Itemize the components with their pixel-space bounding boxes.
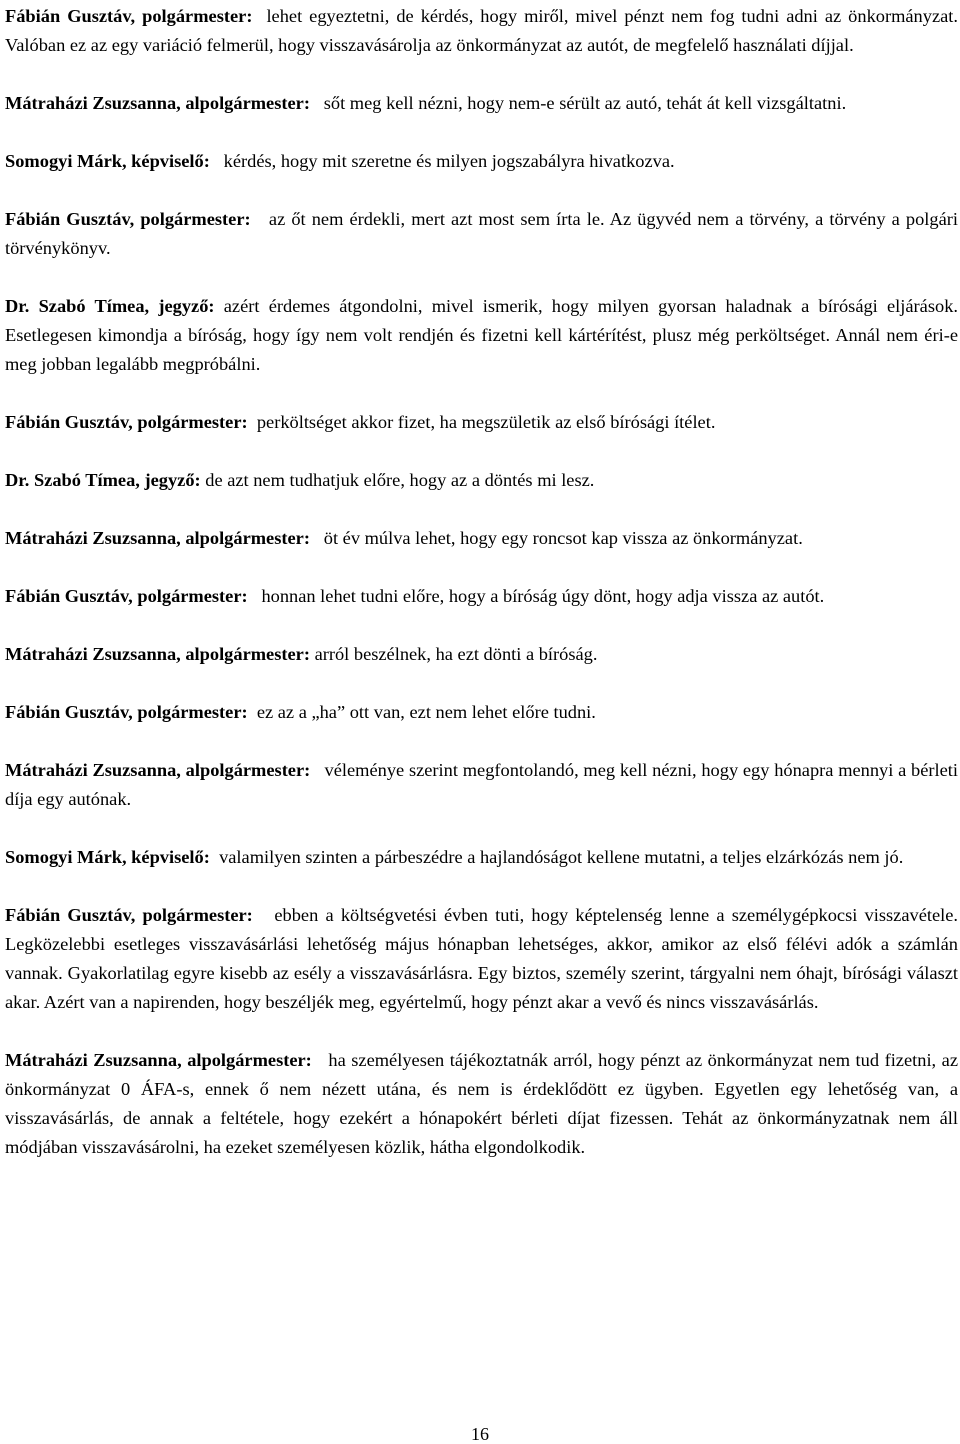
paragraph-10 bbox=[5, 640, 958, 669]
speaker-name: Mátraházi Zsuzsanna, alpolgármester: bbox=[5, 760, 311, 780]
speaker-name: Dr. Szabó Tímea, jegyző: bbox=[5, 296, 215, 316]
speech-text: ha személyesen tájékoztatnák arról, hogy pénzt az önkormányzat nem tud fizetni, az önkormányzat 0 ÁFA-s, ennek ő nem nézett utána, és nem is érdeklődött ez ügyben. Egyetlen egy lehetőség van, a visszavásárlás, de annak a feltétele, hogy ezekért a hónapokért bérleti díjat fizessen. Tehát az önkormányzatnak nem áll módjában visszavásárolni, ha ezeket személyesen közlik, hátha elgondolkodik. bbox=[5, 1050, 958, 1157]
paragraph-2 bbox=[5, 89, 958, 118]
speech-text: véleménye szerint megfontolandó, meg kell nézni, hogy egy hónapra mennyi a bérleti díja egy autónak. bbox=[5, 760, 958, 809]
speech-text: ebben a költségvetési évben tuti, hogy képtelenség lenne a személygépkocsi visszavétele. Legközelebbi esetleges visszavásárlási lehetőség május hónapban lehetséges, akkor, amikor az első félévi adók a számlán vannak. Gyakorlatilag egyre kisebb az esély a visszavásárlásra. Egy biztos, személy szerint, tárgyalni nem óhajt, bírósági választ akar. Azért van a napirenden, hogy beszéljék meg, egyértelmű, hogy pénzt akar a vevő és nincs visszavásárlás. bbox=[5, 905, 958, 1012]
speech-text: sőt meg kell nézni, hogy nem-e sérült az autó, tehát át kell vizsgáltatni. bbox=[323, 93, 847, 113]
speaker-name: Dr. Szabó Tímea, jegyző: bbox=[5, 470, 201, 490]
paragraph-1 bbox=[5, 2, 958, 60]
paragraph-4 bbox=[5, 205, 958, 263]
speaker-name: Mátraházi Zsuzsanna, alpolgármester: bbox=[5, 528, 310, 548]
speaker-name: Fábián Gusztáv, polgármester: bbox=[5, 586, 248, 606]
speaker-name: Fábián Gusztáv, polgármester: bbox=[5, 6, 253, 26]
speaker-name: Mátraházi Zsuzsanna, alpolgármester: bbox=[5, 93, 310, 113]
speech-text: öt év múlva lehet, hogy egy roncsot kap vissza az önkormányzat. bbox=[323, 528, 803, 548]
paragraph-9 bbox=[5, 582, 958, 611]
speech-text: de azt nem tudhatjuk előre, hogy az a döntés mi lesz. bbox=[205, 470, 595, 490]
speech-text: arról beszélnek, ha ezt dönti a bíróság. bbox=[314, 644, 598, 664]
speech-text: honnan lehet tudni előre, hogy a bíróság úgy dönt, hogy adja vissza az autót. bbox=[261, 586, 825, 606]
speaker-name: Fábián Gusztáv, polgármester: bbox=[5, 412, 248, 432]
speaker-name: Somogyi Márk, képviselő: bbox=[5, 847, 210, 867]
paragraph-5 bbox=[5, 292, 958, 379]
paragraph-13 bbox=[5, 843, 958, 872]
speaker-name: Somogyi Márk, képviselő: bbox=[5, 151, 210, 171]
speaker-name: Mátraházi Zsuzsanna, alpolgármester: bbox=[5, 1050, 312, 1070]
speaker-name: Fábián Gusztáv, polgármester: bbox=[5, 209, 251, 229]
speaker-name: Mátraházi Zsuzsanna, alpolgármester: bbox=[5, 644, 310, 664]
speech-text: ez az a „ha” ott van, ezt nem lehet előre tudni. bbox=[256, 702, 596, 722]
paragraph-3 bbox=[5, 147, 958, 176]
speech-text: az őt nem érdekli, mert azt most sem írta le. Az ügyvéd nem a törvény, a törvény a polgári törvénykönyv. bbox=[5, 209, 958, 258]
paragraph-8 bbox=[5, 524, 958, 553]
paragraph-12 bbox=[5, 756, 958, 814]
paragraph-15 bbox=[5, 1046, 958, 1162]
speech-text: azért érdemes átgondolni, mivel ismerik, hogy milyen gyorsan haladnak a bírósági eljárások. Esetlegesen kimondja a bíróság, hogy így nem volt rendjén és fizetni kell kártérítést, plusz még perköltséget. Annál nem éri-e meg jobban legalább megpróbálni. bbox=[5, 296, 958, 374]
speech-text: lehet egyeztetni, de kérdés, hogy miről, mivel pénzt nem fog tudni adni az önkormányzat. Valóban ez az egy variáció felmerül, hogy visszavásárolja az önkormányzat az autót, de megfelelő használati díjjal. bbox=[5, 6, 958, 55]
page-number: 16 bbox=[471, 1424, 489, 1444]
document-page bbox=[5, 2, 958, 1191]
speech-text: valamilyen szinten a párbeszédre a hajlandóságot kellene mutatni, a teljes elzárkózás nem jó. bbox=[219, 847, 904, 867]
speaker-name: Fábián Gusztáv, polgármester: bbox=[5, 702, 248, 722]
speaker-name: Fábián Gusztáv, polgármester: bbox=[5, 905, 253, 925]
paragraph-6 bbox=[5, 408, 958, 437]
speech-text: kérdés, hogy mit szeretne és milyen jogszabályra hivatkozva. bbox=[223, 151, 675, 171]
paragraph-11 bbox=[5, 698, 958, 727]
paragraph-7 bbox=[5, 466, 958, 495]
paragraph-14 bbox=[5, 901, 958, 1017]
speech-text: perköltséget akkor fizet, ha megszületik az első bírósági ítélet. bbox=[256, 412, 716, 432]
